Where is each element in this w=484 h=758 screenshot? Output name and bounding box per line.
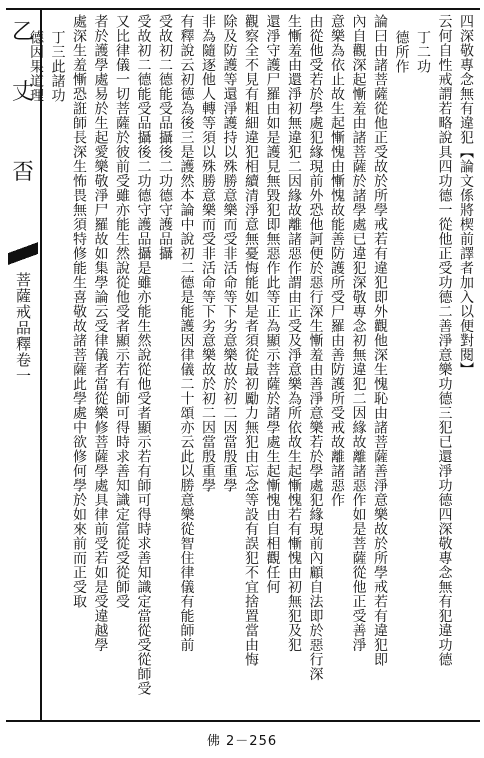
text-column: 觀察全不見有粗細違犯相續清淨意無憂悔能如是者須從最初勵力無犯由忘念等設有誤犯不宜捨置當由悔 <box>243 14 259 667</box>
text-column: 丁三此諸功 <box>49 30 66 103</box>
text-column: 云何自性戒謂若略說具四功德一從他正受功德二善淨意樂功德三犯已還淨功德四深敬專念無有犯違功德 <box>436 14 453 667</box>
text-column: 四深敬專念無有違犯【論文係將楔前譯者加入以便對閱】 <box>458 14 474 377</box>
text-column: 有釋說云初德為後三是護然本論中說初二德是能護因律儀二十頌亦云此以勝意樂從智住律儀有能師前 <box>178 14 195 652</box>
text-column: 德所作 <box>393 30 410 74</box>
bottom-rule <box>6 720 480 722</box>
text-column: 丁二功 <box>415 30 431 74</box>
text-column: 者於護學處易於生起愛樂敬淨尸羅故如集學論云受律儀者當從樂修菩薩學處具律前受若如是受違越學 <box>92 14 109 652</box>
text-column: 處深生羞慚恐誑師長深生怖畏無須特修能生喜敬故諸菩薩此學處中欲修何學於如來前而正受取 <box>71 14 87 609</box>
page-folio: 佛 2－256 <box>206 734 278 749</box>
spine-title: 菩薩戒品釋卷一 <box>14 272 32 384</box>
spine-mark-2: 丈 <box>11 80 34 105</box>
top-rule <box>6 8 480 10</box>
text-column: 德因果道理 <box>28 30 44 103</box>
text-column: 非為隨逐他人轉等須以殊勝意樂而受非活命等下劣意樂故於初二因當殷重學 <box>200 14 216 493</box>
text-column: 又比律儀一切菩薩於彼前受雖亦能生然說從他受者顯示若有師可得時求善知識定當從受從師受 <box>114 14 130 609</box>
spine-mark-3: 㫘 <box>11 160 34 185</box>
text-column: 受故初二德能受品攝後二功德守護品攝 <box>157 14 173 261</box>
text-column: 論曰由諸菩薩從他正受故於所學戒若有違犯即外觀他深生愧恥由諸菩薩善淨意樂故於所學戒若有違犯即 <box>372 14 388 667</box>
text-column: 意樂為依止故生起慚愧由慚愧故能善防護所受尸羅由善防護所受戒故離諸惡作 <box>329 14 345 507</box>
text-column: 由從他受若於學處犯緣現前外恐他訶便於惡行深生慚羞由善淨意樂若於學處犯緣現前內顧自法即於惡行深 <box>307 14 324 681</box>
text-column: 還淨守護尸羅由如是護見無毀犯即無惡作此等正為顯示菩薩於諸學處生起慚愧由自相觀任何 <box>264 14 281 594</box>
text-column: 內自觀深起慚羞由諸菩薩於諸學處已違犯深敬專念初無違犯二因緣故離諸惡作如是菩薩從他正受善淨 <box>350 14 367 652</box>
body-text <box>28 14 476 714</box>
text-column: 除及防護等還淨護持以殊勝意樂而受非活命等下劣意樂故於初二因當殷重學 <box>221 14 238 493</box>
spine-mark-1: 乙 <box>11 20 34 45</box>
page-frame <box>6 8 480 722</box>
text-column: 生慚羞由還淨初無違犯二因緣故離諸惡作謂由正受及淨意樂為所依故生起慚愧若有慚愧由初無犯及犯 <box>286 14 302 652</box>
text-column: 受故初二德能受品攝後二功德守護品攝是雖亦能生然說從他受者顯示若有師可得時求善知識定當從受從師受 <box>135 14 152 696</box>
